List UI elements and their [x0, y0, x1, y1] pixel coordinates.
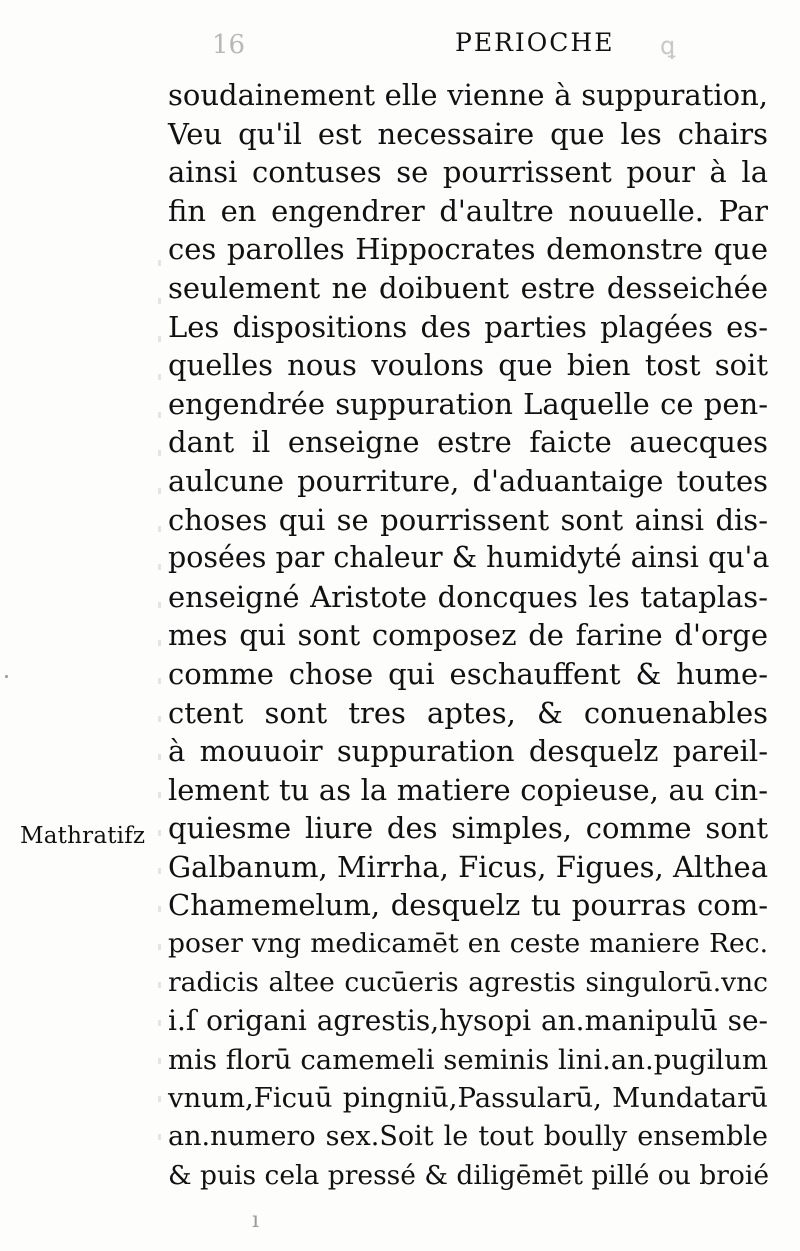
- ink-speck: [5, 675, 8, 678]
- text-line: aulcune pourriture, d'aduantaige toutes: [168, 463, 768, 498]
- text-line: dant il enseigne estre faicte auecques: [168, 425, 768, 460]
- text-line: an.numero sex.Soit le tout boully ensemble: [168, 1121, 768, 1153]
- text-line: engendrée suppuration Laquelle ce pen-: [168, 386, 768, 421]
- text-line: seulement ne doibuent estre desseichée: [168, 270, 768, 305]
- page-number: 16: [212, 30, 246, 60]
- text-line: choses qui se pourrissent sont ainsi dis-: [168, 502, 768, 537]
- text-line: vnum,Ficuū pingniū,Passularū, Mundatarū: [168, 1082, 768, 1115]
- text-line: mis florū camemeli seminis lini.an.pugilum: [168, 1043, 768, 1076]
- text-line: posées par chaleur & humidyté ainsi qu'a: [168, 541, 770, 575]
- text-line: & puis cela pressé & diligēmēt pillé ou broié: [168, 1159, 769, 1191]
- running-head: PERIOCHE: [455, 28, 615, 57]
- text-line: comme chose qui eschauffent & hume-: [168, 656, 768, 691]
- text-line: quelles nous voulons que bien tost soit: [168, 348, 768, 383]
- margin-bleed-marks: [158, 260, 161, 1160]
- text-line: enseigné Aristote doncques les tataplas-: [168, 579, 768, 614]
- text-line: i.ſ origani agrestis,hysopi an.manipulū se-: [168, 1004, 768, 1038]
- bleed-through-mark: ı: [252, 1208, 260, 1233]
- text-line: fin en engendrer d'aultre nouuelle. Par: [168, 193, 768, 228]
- text-line: Veu qu'il est necessaire que les chairs: [168, 116, 768, 151]
- text-line: quiesme liure des simples, comme sont: [168, 811, 768, 846]
- margin-note: Mathratifz: [20, 823, 146, 849]
- text-line: mes qui sont composez de farine d'orge: [168, 618, 768, 653]
- text-line: ainsi contuses se pourrissent pour à la: [168, 155, 768, 190]
- text-line: ces parolles Hippocrates demonstre que: [168, 232, 768, 267]
- text-line: poser vng medicamēt en ceste maniere Rec.: [168, 928, 768, 960]
- text-line: lement tu as la matiere copieuse, au cin-: [168, 772, 768, 807]
- bleed-through-mark: ꝗ: [660, 32, 676, 60]
- text-line: Galbanum, Mirrha, Ficus, Figues, Althea: [168, 849, 768, 884]
- text-line: ctent sont tres aptes, & conuenables: [168, 695, 768, 730]
- main-text-block: [168, 76, 768, 1195]
- text-line: Les dispositions des parties plagées es-: [168, 309, 768, 344]
- text-line: radicis altee cucūeris agrestis singulorū.vnc: [168, 966, 768, 998]
- text-line: à mouuoir suppuration desquelz pareil-: [168, 734, 768, 769]
- text-line: soudainement elle vienne à suppuration,: [168, 78, 768, 112]
- text-line: Chamemelum, desquelz tu pourras com-: [168, 888, 768, 923]
